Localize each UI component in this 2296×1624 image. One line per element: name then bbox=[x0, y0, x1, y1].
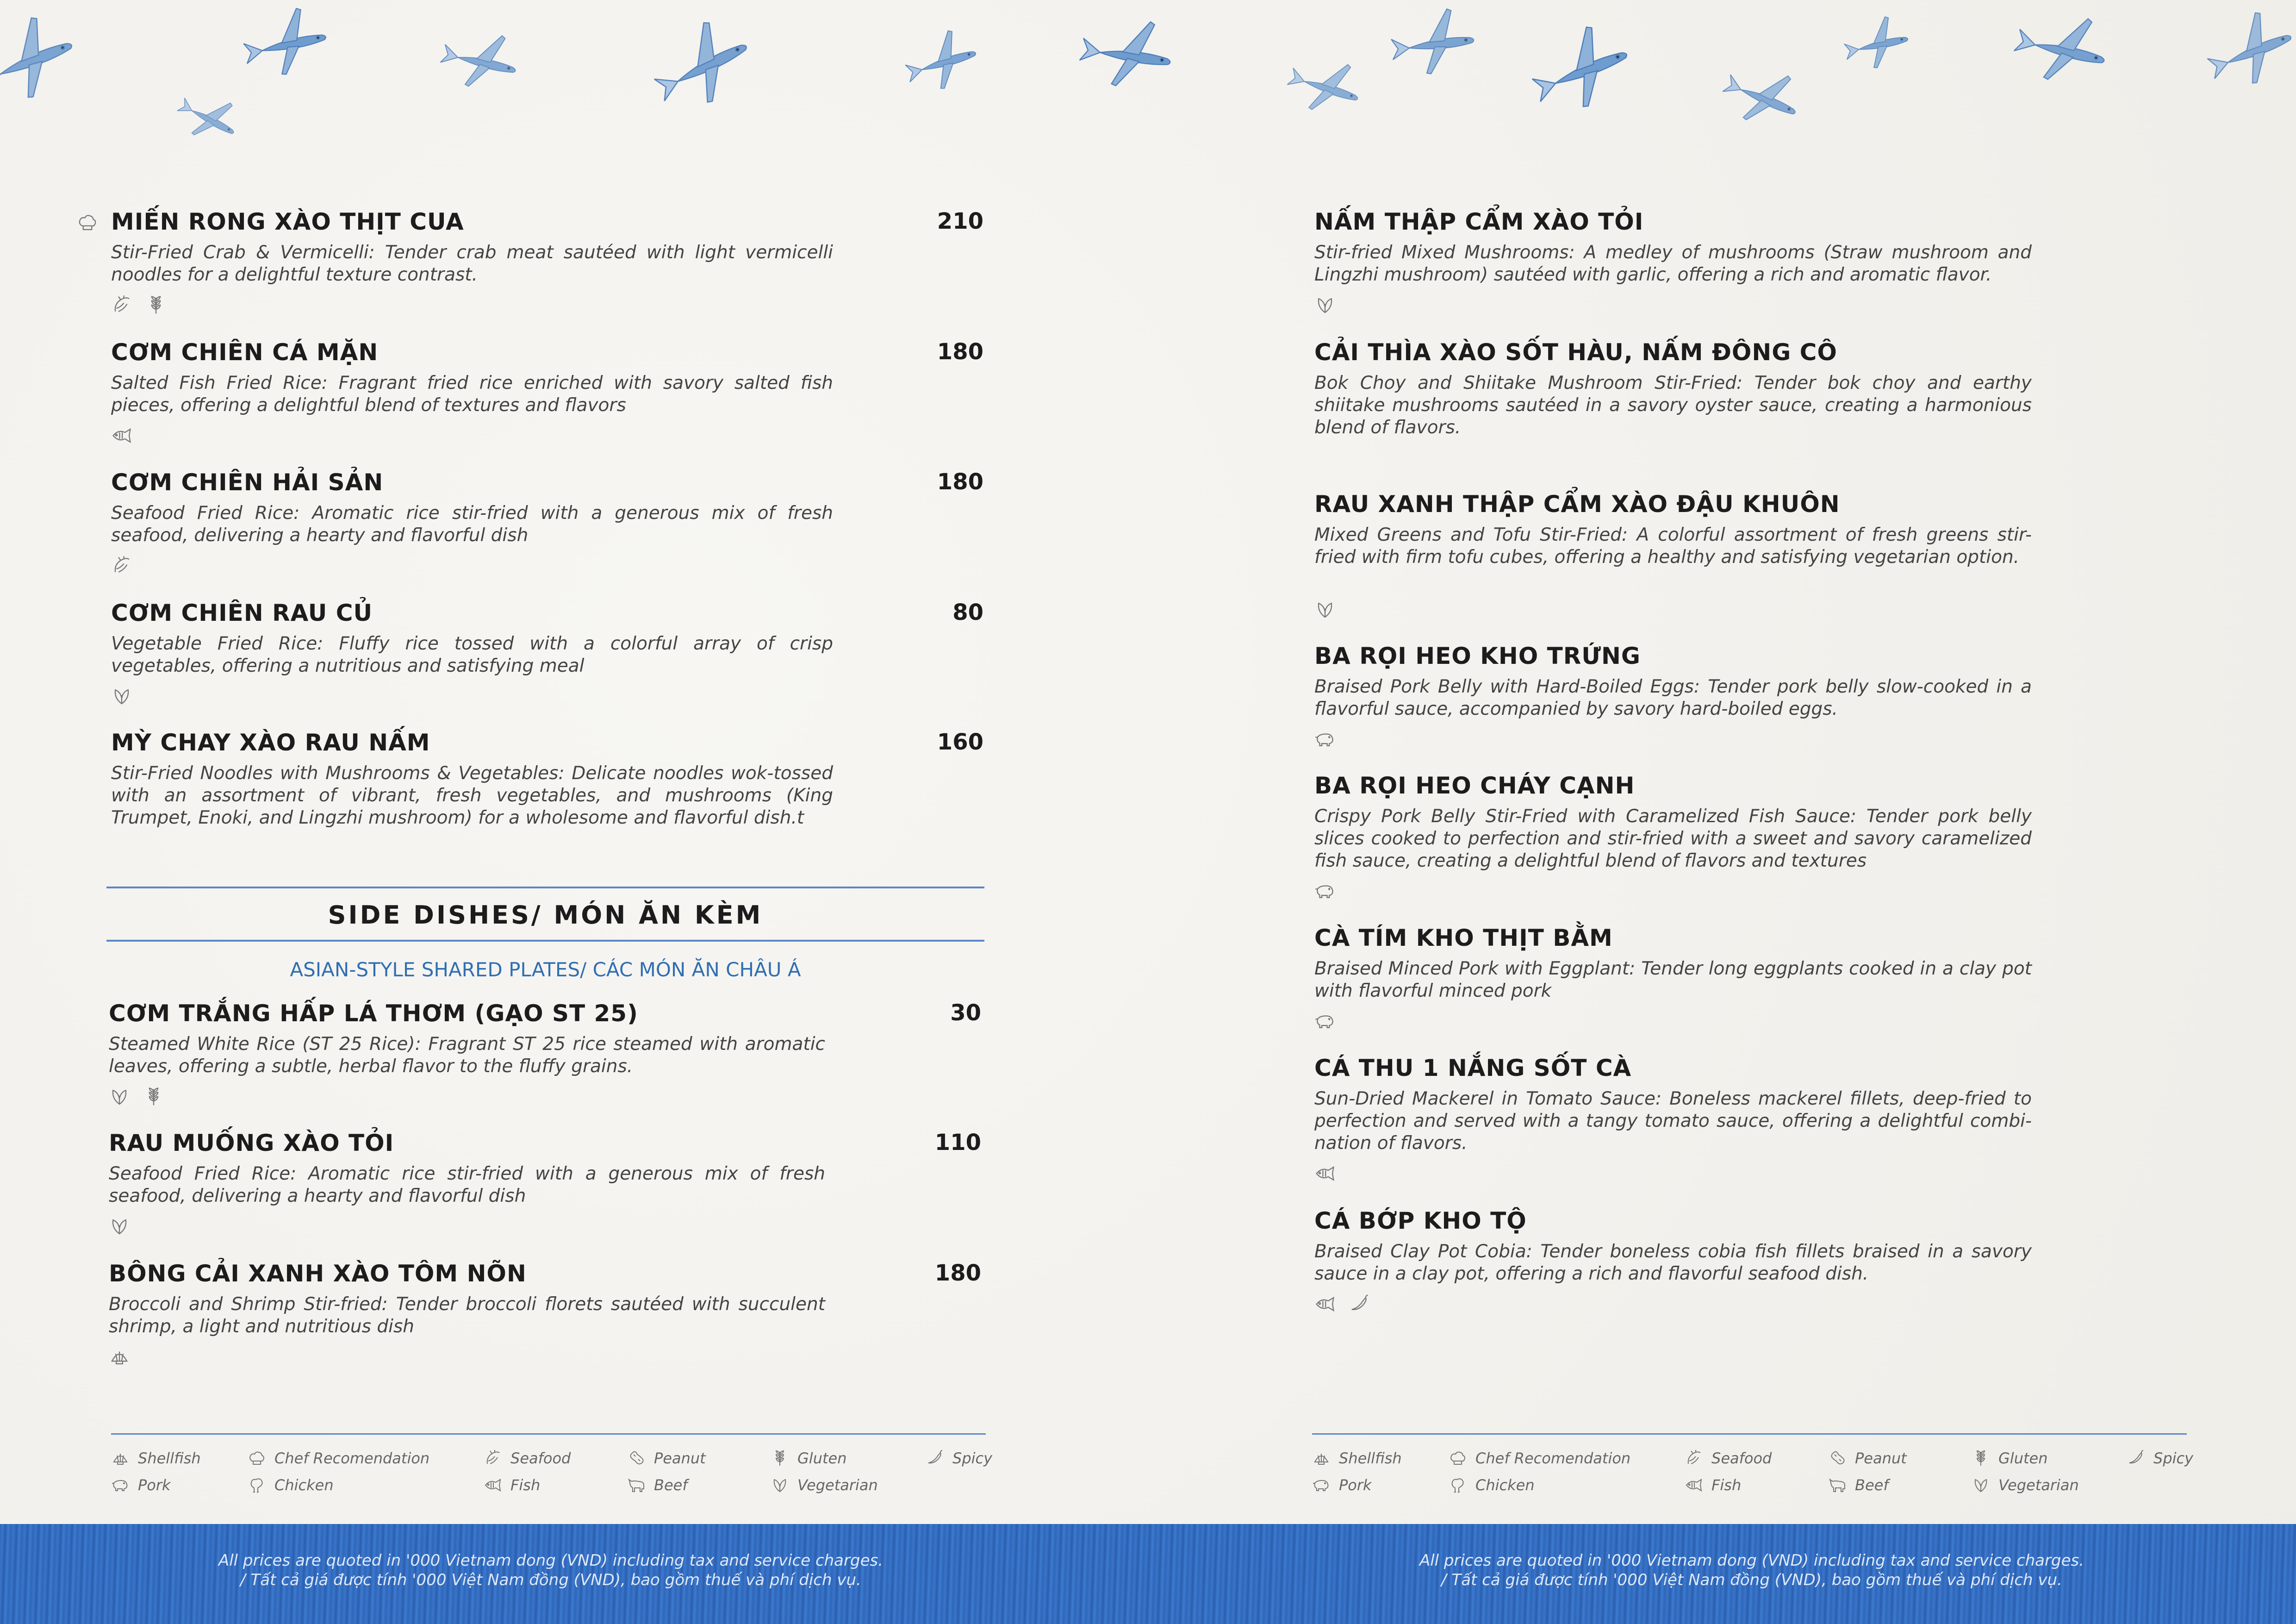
item-name: BÔNG CẢI XANH XÀO TÔM NÕN bbox=[109, 1260, 527, 1287]
item-price bbox=[2263, 491, 2296, 517]
item-name: BA RỌI HEO CHÁY CẠNH bbox=[1314, 772, 1635, 799]
item-price bbox=[2263, 208, 2296, 234]
item-allergen-icons bbox=[111, 294, 167, 316]
menu-item bbox=[111, 469, 990, 608]
legend-item-chicken bbox=[1449, 1476, 1535, 1494]
chef-icon bbox=[1449, 1449, 1467, 1468]
item-name: CƠM CHIÊN CÁ MẶN bbox=[111, 339, 379, 366]
item-name: CÁ BỚP KHO TỘ bbox=[1314, 1207, 1527, 1234]
chicken-icon bbox=[1449, 1476, 1467, 1494]
legend-item-chef bbox=[248, 1449, 429, 1468]
item-price bbox=[2263, 1055, 2296, 1081]
spicy-icon bbox=[926, 1449, 944, 1468]
item-description: Mixed Greens and Tofu Stir-Fried: A colorful assortment of fresh greens stir-fried with firm tofu cubes, offering a healthy and satisfying vegetarian option. bbox=[1314, 525, 2032, 568]
legend-item-seafood bbox=[1685, 1449, 1772, 1468]
legend-item-beef bbox=[627, 1476, 688, 1494]
legend-item-vegetarian bbox=[1972, 1476, 2079, 1494]
item-allergen-icons bbox=[109, 1086, 164, 1107]
menu-item bbox=[109, 1260, 988, 1399]
item-allergen-icons bbox=[109, 1346, 130, 1368]
menu-item bbox=[1314, 208, 2194, 347]
legend-label: Gluten bbox=[1998, 1449, 2048, 1467]
legend-item-fish bbox=[1685, 1476, 1741, 1494]
price-note-line1: All prices are quoted in '000 Vietnam dong (VND) including tax and service charges. bbox=[1419, 1551, 2084, 1570]
item-price: 110 bbox=[934, 1130, 981, 1156]
chef-icon bbox=[248, 1449, 266, 1468]
item-description: Sun-Dried Mackerel in Tomato Sauce: Boneless mackerel fillets, deep-fried to perfection and served with a tangy tomato sauce, offering a delightful combi-nation of flavors. bbox=[1314, 1088, 2032, 1154]
item-allergen-icons bbox=[1314, 1163, 1336, 1184]
item-description: Vegetable Fried Rice: Fluffy rice tossed with a colorful array of crisp vegetables, offering a nutritious and satisfying meal bbox=[111, 633, 833, 676]
item-allergen-icons bbox=[109, 1216, 130, 1237]
chef-icon bbox=[77, 212, 98, 233]
pork-icon bbox=[1314, 881, 1336, 902]
seafood-icon bbox=[111, 555, 132, 576]
item-name: CƠM CHIÊN RAU CỦ bbox=[111, 600, 373, 626]
legend-item-shellfish bbox=[1312, 1449, 1402, 1468]
vegetarian-icon bbox=[111, 686, 132, 707]
gluten-icon bbox=[145, 294, 167, 316]
menu-item bbox=[1314, 772, 2194, 911]
shellfish-icon bbox=[111, 1449, 130, 1468]
vegetarian-icon bbox=[109, 1216, 130, 1237]
item-price: 180 bbox=[937, 339, 983, 365]
item-price: 30 bbox=[950, 1000, 981, 1026]
item-allergen-icons bbox=[1314, 729, 1336, 750]
seafood-icon bbox=[484, 1449, 502, 1468]
item-name: BA RỌI HEO KHO TRỨNG bbox=[1314, 643, 1641, 669]
spicy-icon bbox=[1349, 1293, 1370, 1315]
legend-label: Beef bbox=[1855, 1476, 1889, 1494]
price-note-left bbox=[111, 1551, 990, 1590]
fish-icon bbox=[1314, 1293, 1336, 1315]
legend-label: Chicken bbox=[1475, 1476, 1535, 1494]
legend-item-peanut bbox=[1828, 1449, 1907, 1468]
allergen-legend-left bbox=[111, 1449, 993, 1509]
menu-item bbox=[1314, 1207, 2194, 1346]
chicken-icon bbox=[248, 1476, 266, 1494]
item-allergen-icons bbox=[1314, 294, 1336, 316]
menu-item bbox=[109, 1130, 988, 1268]
menu-item bbox=[111, 208, 990, 347]
gluten-icon bbox=[771, 1449, 789, 1468]
price-note-line2: / Tất cả giá được tính '000 Việt Nam đồng (VND), bao gồm thuế và phí dịch vụ. bbox=[240, 1571, 861, 1589]
section-rule-top bbox=[106, 887, 984, 888]
menu-item bbox=[1314, 643, 2194, 781]
menu-item bbox=[1314, 491, 2194, 630]
menu-item bbox=[1314, 1055, 2194, 1193]
item-name: CÁ THU 1 NẮNG SỐT CÀ bbox=[1314, 1055, 1632, 1081]
legend-label: Beef bbox=[654, 1476, 688, 1494]
peanut-icon bbox=[1828, 1449, 1847, 1468]
item-description: Salted Fish Fried Rice: Fragrant fried rice enriched with savory salted fish pieces, offering a delightful blend of textures and flavors bbox=[111, 373, 833, 416]
item-name: CẢI THÌA XÀO SỐT HÀU, NẤM ĐÔNG CÔ bbox=[1314, 339, 1837, 366]
right-page bbox=[1148, 0, 2296, 1524]
legend-label: Pork bbox=[1339, 1476, 1372, 1494]
pork-icon bbox=[1314, 729, 1336, 750]
allergen-legend-right bbox=[1312, 1449, 2194, 1509]
legend-label: Peanut bbox=[654, 1449, 706, 1467]
menu-item bbox=[111, 729, 990, 868]
legend-rule-right bbox=[1312, 1433, 2187, 1435]
seafood-icon bbox=[1685, 1449, 1703, 1468]
fish-icon bbox=[1314, 1163, 1336, 1184]
fish-icon bbox=[484, 1476, 502, 1494]
beef-icon bbox=[627, 1476, 646, 1494]
item-name: CƠM TRẮNG HẤP LÁ THƠM (GẠO ST 25) bbox=[109, 1000, 638, 1027]
item-name: NẤM THẬP CẨM XÀO TỎI bbox=[1314, 208, 1644, 235]
gluten-icon bbox=[1972, 1449, 1990, 1468]
legend-label: Seafood bbox=[510, 1449, 571, 1467]
gluten-icon bbox=[143, 1086, 164, 1107]
legend-item-chef bbox=[1449, 1449, 1630, 1468]
legend-item-beef bbox=[1828, 1476, 1889, 1494]
legend-label: Fish bbox=[510, 1476, 541, 1494]
legend-item-peanut bbox=[627, 1449, 706, 1468]
menu-item bbox=[111, 600, 990, 738]
item-description: Seafood Fried Rice: Aromatic rice stir-fried with a generous mix of fresh seafood, delivering a hearty and flavorful dish bbox=[109, 1163, 825, 1206]
vegetarian-icon bbox=[771, 1476, 789, 1494]
vegetarian-icon bbox=[1972, 1476, 1990, 1494]
item-description: Seafood Fried Rice: Aromatic rice stir-fried with a generous mix of fresh seafood, delivering a hearty and flavorful dish bbox=[111, 503, 833, 546]
section-title: SIDE DISHES/ MÓN ĂN KÈM bbox=[328, 900, 763, 930]
seafood-icon bbox=[111, 294, 132, 316]
item-allergen-icons bbox=[111, 425, 132, 446]
menu-item bbox=[109, 1000, 988, 1139]
legend-label: Spicy bbox=[2153, 1449, 2194, 1467]
pork-icon bbox=[1314, 1011, 1336, 1032]
section-subtitle: ASIAN-STYLE SHARED PLATES/ CÁC MÓN ĂN CHÂU Á bbox=[290, 958, 801, 981]
legend-item-spicy bbox=[926, 1449, 992, 1468]
legend-item-gluten bbox=[771, 1449, 846, 1468]
item-price bbox=[2263, 643, 2296, 668]
legend-label: Chef Recomendation bbox=[274, 1449, 430, 1467]
item-description: Steamed White Rice (ST 25 Rice): Fragrant ST 25 rice steamed with aromatic leaves, offering a subtle, herbal flavor to the fluffy grains. bbox=[109, 1034, 825, 1077]
item-description: Crispy Pork Belly Stir-Fried with Caramelized Fish Sauce: Tender pork belly slices cooked to perfection and stir-fried with a sweet and savory caramelized fish sauce, creating a delightful blend of flavors and textures bbox=[1314, 806, 2032, 871]
legend-item-pork bbox=[1312, 1476, 1372, 1494]
item-name: MỲ CHAY XÀO RAU NẤM bbox=[111, 729, 430, 756]
item-description: Stir-Fried Noodles with Mushrooms & Vegetables: Delicate noodles wok-tossed with an assortment of vibrant, fresh vegetables, and mushrooms (King Trumpet, Enoki, and Lingzhi mushroom) for a wholesome and flavorful dish.t bbox=[111, 763, 833, 828]
fish-icon bbox=[111, 425, 132, 446]
legend-label: Shellfish bbox=[138, 1449, 201, 1467]
legend-item-pork bbox=[111, 1476, 171, 1494]
item-name: CƠM CHIÊN HẢI SẢN bbox=[111, 469, 384, 496]
item-description: Braised Pork Belly with Hard-Boiled Eggs: Tender pork belly slow-cooked in a flavorful sauce, accompanied by savory hard-boiled eggs. bbox=[1314, 676, 2032, 719]
item-price: 180 bbox=[937, 469, 983, 495]
item-description: Broccoli and Shrimp Stir-fried: Tender broccoli florets sautéed with succulent shrimp, a light and nutritious dish bbox=[109, 1294, 825, 1337]
legend-label: Fish bbox=[1711, 1476, 1742, 1494]
item-price: 80 bbox=[952, 600, 983, 625]
item-price bbox=[2263, 924, 2296, 950]
item-allergen-icons bbox=[111, 686, 132, 707]
vegetarian-icon bbox=[1314, 599, 1336, 620]
menu-item bbox=[111, 339, 990, 478]
left-page bbox=[0, 0, 1148, 1524]
item-price: 160 bbox=[937, 729, 983, 755]
vegetarian-icon bbox=[1314, 294, 1336, 316]
legend-item-spicy bbox=[2127, 1449, 2193, 1468]
legend-rule-left bbox=[111, 1433, 986, 1435]
item-allergen-icons bbox=[1314, 599, 1336, 620]
item-price bbox=[2263, 772, 2296, 798]
legend-item-gluten bbox=[1972, 1449, 2047, 1468]
legend-label: Seafood bbox=[1711, 1449, 1772, 1467]
pork-icon bbox=[111, 1476, 130, 1494]
item-name: MIẾN RONG XÀO THỊT CUA bbox=[111, 208, 464, 235]
item-description: Braised Minced Pork with Eggplant: Tender long eggplants cooked in a clay pot with flavorful minced pork bbox=[1314, 958, 2032, 1001]
item-description: Stir-Fried Crab & Vermicelli: Tender crab meat sautéed with light vermicelli noodles for a delightful texture contrast. bbox=[111, 242, 833, 285]
fish-icon bbox=[1685, 1476, 1703, 1494]
price-note-line1: All prices are quoted in '000 Vietnam dong (VND) including tax and service charges. bbox=[218, 1551, 884, 1570]
menu-item bbox=[1314, 924, 2194, 1063]
shellfish-icon bbox=[1312, 1449, 1331, 1468]
item-name: RAU XANH THẬP CẨM XÀO ĐẬU KHUÔN bbox=[1314, 491, 1840, 518]
legend-label: Pork bbox=[138, 1476, 171, 1494]
beef-icon bbox=[1828, 1476, 1847, 1494]
legend-item-shellfish bbox=[111, 1449, 201, 1468]
legend-label: Gluten bbox=[797, 1449, 847, 1467]
legend-item-vegetarian bbox=[771, 1476, 878, 1494]
price-note-right bbox=[1312, 1551, 2191, 1590]
item-allergen-icons bbox=[1314, 1011, 1336, 1032]
legend-item-chicken bbox=[248, 1476, 334, 1494]
legend-label: Chicken bbox=[274, 1476, 334, 1494]
item-price bbox=[2263, 339, 2296, 365]
item-price: 210 bbox=[937, 208, 983, 234]
spicy-icon bbox=[2127, 1449, 2145, 1468]
pork-icon bbox=[1312, 1476, 1331, 1494]
item-allergen-icons bbox=[111, 555, 132, 576]
legend-label: Spicy bbox=[952, 1449, 993, 1467]
legend-label: Peanut bbox=[1855, 1449, 1907, 1467]
item-allergen-icons bbox=[1314, 1293, 1370, 1315]
menu-item bbox=[1314, 339, 2194, 478]
legend-label: Chef Recomendation bbox=[1475, 1449, 1631, 1467]
item-description: Bok Choy and Shiitake Mushroom Stir-Fried: Tender bok choy and earthy shiitake mushrooms sautéed in a savory oyster sauce, creating a harmonious blend of flavors. bbox=[1314, 373, 2032, 438]
legend-label: Vegetarian bbox=[797, 1476, 878, 1494]
legend-item-seafood bbox=[484, 1449, 571, 1468]
section-rule-bottom bbox=[106, 940, 984, 942]
shellfish-icon bbox=[109, 1346, 130, 1368]
price-note-line2: / Tất cả giá được tính '000 Việt Nam đồng (VND), bao gồm thuế và phí dịch vụ. bbox=[1441, 1571, 2062, 1589]
item-price bbox=[2263, 1207, 2296, 1233]
item-allergen-icons bbox=[1314, 881, 1336, 902]
legend-label: Shellfish bbox=[1339, 1449, 1402, 1467]
item-price: 180 bbox=[934, 1260, 981, 1286]
item-name: CÀ TÍM KHO THỊT BẰM bbox=[1314, 924, 1613, 951]
legend-label: Vegetarian bbox=[1998, 1476, 2079, 1494]
legend-item-fish bbox=[484, 1476, 540, 1494]
vegetarian-icon bbox=[109, 1086, 130, 1107]
item-name: RAU MUỐNG XÀO TỎI bbox=[109, 1130, 394, 1156]
item-description: Braised Clay Pot Cobia: Tender boneless cobia fish fillets braised in a savory sauce in a clay pot, offering a rich and flavorful seafood dish. bbox=[1314, 1241, 2032, 1284]
item-description: Stir-fried Mixed Mushrooms: A medley of mushrooms (Straw mushroom and Lingzhi mushroom) sautéed with garlic, offering a rich and aromatic flavor. bbox=[1314, 242, 2032, 285]
peanut-icon bbox=[627, 1449, 646, 1468]
